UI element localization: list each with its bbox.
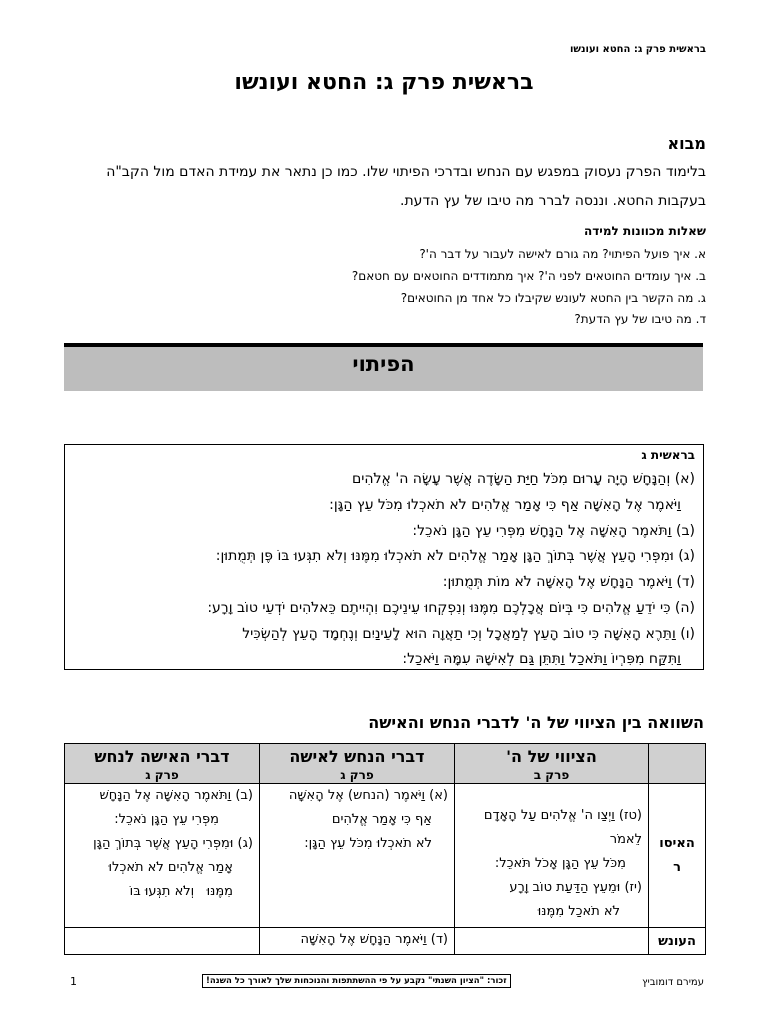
cell-line: (יז) וּמֵעֵץ הַדַּעַת טוֹב וָרָע	[509, 880, 642, 895]
verse-line: (א) וְהַנָּחָשׁ הָיָה עָרוּם מִכֹּל חַיַּת הַשָּׂדֶה אֲשֶׁר עָשָׂה ה' אֱלֹהִים	[352, 471, 695, 487]
row-label: האיסו ר	[649, 784, 706, 928]
verse-box	[64, 444, 704, 670]
cell-line: (ב) וַתֹּאמֶר הָאִשָּׁה אֶל הַנָּחָשׁ	[99, 788, 253, 803]
verse-line: (ו) וַתֵּרֶא הָאִשָּׁה כִּי טוֹב הָעֵץ לְמַאֲכָל וְכִי תַאֲוָה הוּא לָעֵינַיִם וְנֶחְמָד הָעֵץ לְהַשְׂכִּיל	[242, 626, 695, 642]
verse-line: (ד) וַיֹּאמֶר הַנָּחָשׁ אֶל הָאִשָּׁה לֹא מוֹת תְּמֻתוּן:	[442, 574, 695, 590]
table-cell	[260, 928, 455, 955]
verse-box-title: בראשית ג	[641, 448, 695, 462]
section-banner	[64, 343, 703, 391]
table-header-cell	[65, 744, 260, 784]
column-title: הציווי של ה'	[506, 747, 597, 766]
table-row	[65, 928, 706, 955]
cell-line: (ד) וַיֹּאמֶר הַנָּחָשׁ אֶל הָאִשָּׁה	[300, 932, 448, 947]
table-header-cell	[260, 744, 455, 784]
column-subtitle: פרק ג	[145, 768, 179, 782]
table-cell	[65, 784, 260, 928]
cell-line: מִפְּרִי עֵץ הַגָּן נֹאכֵל:	[114, 812, 219, 827]
cell-line: מִמֶּנּוּ וְלֹא תִגְּעוּ בּוֹ	[129, 884, 233, 899]
cell-line: (א) וַיֹּאמֶר (הנחש) אֶל הָאִשָּׁה	[288, 788, 448, 803]
footer-author: עמירם דומוביץ	[642, 977, 704, 988]
table-cell	[65, 928, 260, 955]
table-cell	[260, 784, 455, 928]
verse-line: וַתִּקַּח מִפִּרְיוֹ וַתֹּאכַל וַתִּתֵּן גַּם לְאִישָׁהּ עִמָּהּ וַיֹּאכַל:	[402, 651, 681, 667]
page-title: בראשית פרק ג: החטא ועונשו	[234, 70, 534, 95]
cell-line: לֵאמֹר	[609, 832, 642, 847]
column-subtitle: פרק ב	[533, 768, 570, 782]
table-cell	[455, 784, 649, 928]
intro-heading: מבוא	[667, 134, 706, 153]
questions-heading: שאלות מכוונות למידה	[583, 224, 706, 238]
cell-line: (ג) וּמִפְּרִי הָעֵץ אֲשֶׁר בְּתוֹךְ הַגָּן	[93, 836, 253, 851]
comparison-table	[64, 743, 705, 954]
verse-line: (ה) כִּי יֹדֵעַ אֱלֹהִים כִּי בְּיוֹם אֲכָלְכֶם מִמֶּנּוּ וְנִפְקְחוּ עֵינֵיכֶם וִהְיִיתֶם כֵּאלֹהִים יֹדְעֵי טוֹב וָרָע:	[207, 600, 695, 616]
row-label: העונש	[649, 928, 706, 955]
column-subtitle: פרק ג	[340, 768, 374, 782]
table-corner-cell	[649, 744, 706, 784]
running-header: בראשית פרק ג: החטא ועונשו	[570, 44, 706, 55]
cell-line: (טז) וַיְצַו ה' אֱלֹהִים עַל הָאָדָם	[483, 808, 642, 823]
footer-note: זכור: "הציון השנתי" נקבע על פי ההשתתפות והנוכחות שלך לאורך כל השנה!	[202, 974, 511, 988]
intro-paragraph: בלימוד הפרק נעסוק במפגש עם הנחש ובדרכי הפיתוי שלו. כמו כן נתאר את עמידת האדם מול הקב"ה בעקבות החטא. וננסה לברר מה טיבו של עץ הדעת.	[106, 164, 706, 209]
question-item: ב. איך עומדים החוטאים לפני ה'? איך מתמודדים החוטאים עם חטאם?	[351, 269, 706, 283]
comparison-heading: השוואה בין הציווי של ה' לדברי הנחש והאישה	[368, 713, 704, 732]
cell-line: לֹא תֹאכַל מִמֶּנּוּ	[537, 904, 620, 919]
table-header-cell	[455, 744, 649, 784]
verse-line: וַיֹּאמֶר אֶל הָאִשָּׁה אַף כִּי אָמַר אֱלֹהִים לֹא תֹאכְלוּ מִכֹּל עֵץ הַגָּן:	[329, 497, 681, 513]
column-title: דברי האישה לנחש	[94, 747, 230, 766]
cell-line: מִכֹּל עֵץ הַגָּן אָכֹל תֹּאכֵל:	[494, 856, 626, 871]
cell-line: אַף כִּי אָמַר אֱלֹהִים	[331, 812, 432, 827]
question-item: ד. מה טיבו של עץ הדעת?	[574, 312, 706, 326]
verse-line: (ג) וּמִפְּרִי הָעֵץ אֲשֶׁר בְּתוֹךְ הַגָּן אָמַר אֱלֹהִים לֹא תֹאכְלוּ מִמֶּנּוּ וְלֹא תִגְּעוּ בּוֹ פֶּן תְּמֻתוּן:	[215, 548, 695, 564]
cell-line: לֹא תֹאכְלוּ מִכֹּל עֵץ הַגָּן:	[304, 836, 432, 851]
cell-line: אָמַר אֱלֹהִים לֹא תֹאכְלוּ	[108, 860, 233, 875]
section-title: הפיתוי	[352, 352, 415, 376]
page-number: 1	[70, 975, 77, 988]
verse-line: (ב) וַתֹּאמֶר הָאִשָּׁה אֶל הַנָּחָשׁ מִפְּרִי עֵץ הַגָּן נֹאכֵל:	[412, 523, 695, 539]
table-row	[65, 784, 706, 928]
question-item: א. איך פועל הפיתוי? מה גורם לאישה לעבור על דבר ה'?	[419, 247, 706, 261]
column-title: דברי הנחש לאישה	[289, 747, 425, 766]
question-item: ג. מה הקשר בין החטא לעונש שקיבלו כל אחד מן החוטאים?	[400, 291, 706, 305]
table-cell	[455, 928, 649, 955]
